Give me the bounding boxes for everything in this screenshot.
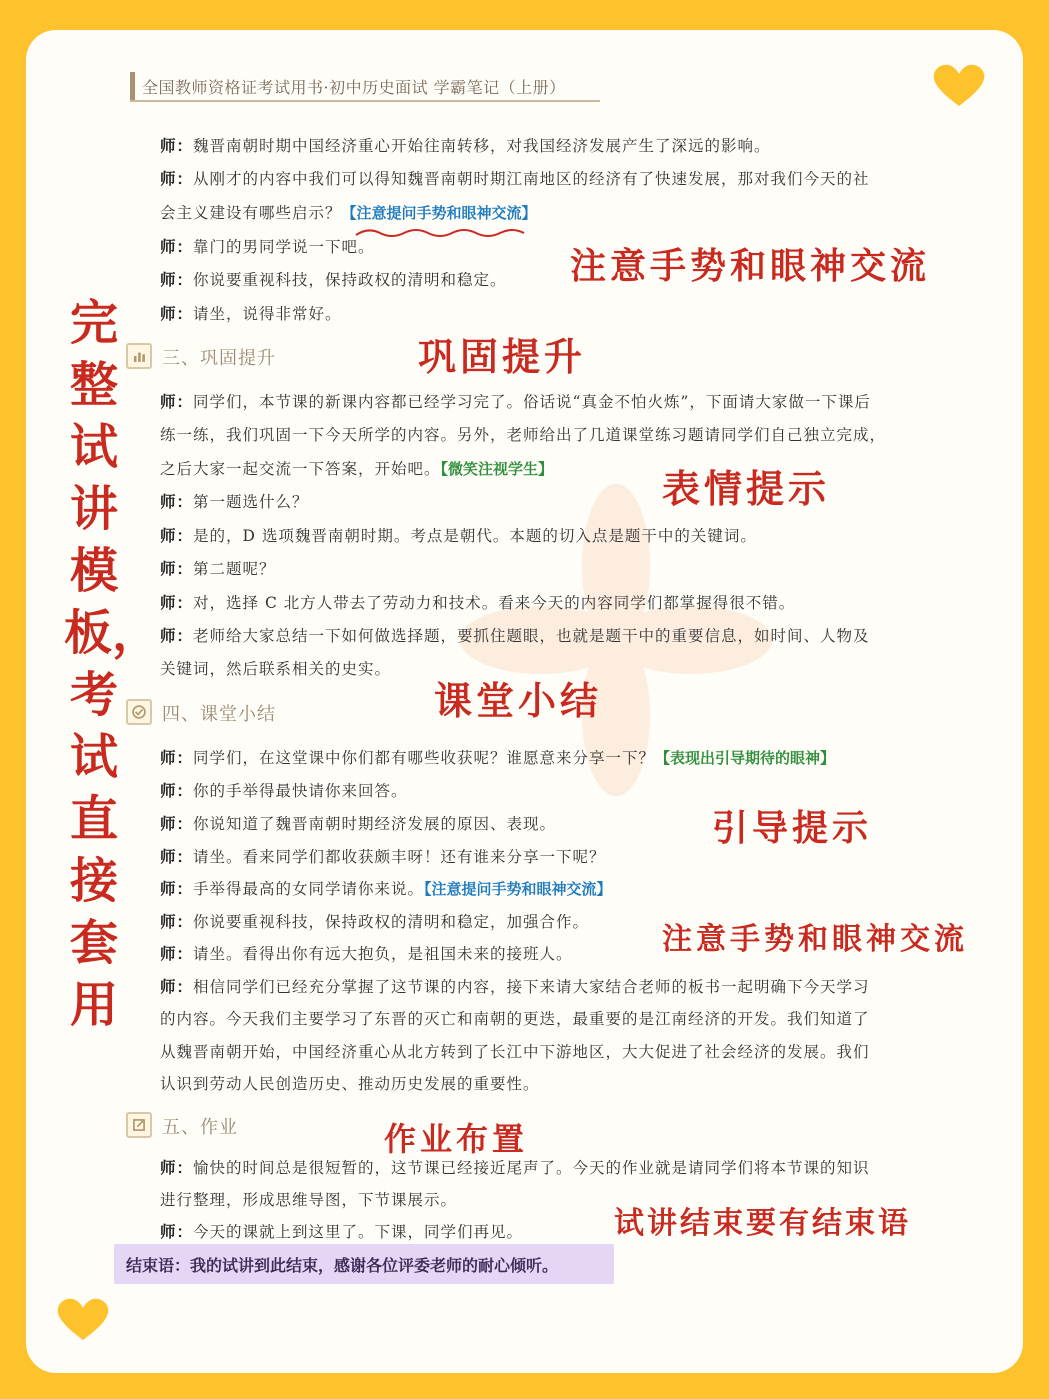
tag-gesture-2: 【注意提问手势和眼神交流】	[424, 880, 612, 898]
note-consolidate: 巩固提升	[418, 335, 587, 379]
line-1: 师：魏晋南朝时期中国经济重心开始往南转移，对我国经济发展产生了深远的影响。	[160, 136, 771, 155]
line-24: 的内容。今天我们主要学习了东晋的灭亡和南朝的更迭，最重要的是江南经济的开发。我们知道了	[160, 1010, 870, 1028]
book-header	[130, 72, 600, 100]
note-homework: 作业布置	[384, 1120, 529, 1158]
note-closing: 试讲结束要有结束语	[614, 1206, 911, 1241]
chart-icon	[126, 343, 152, 369]
heart-icon	[932, 62, 986, 108]
line-7: 师：同学们，本节课的新课内容都已经学习完了。俗话说“真金不怕火炼”，下面请大家做一下课后	[160, 392, 871, 411]
note-expression: 表情提示	[662, 467, 831, 511]
closing-banner	[114, 1244, 614, 1284]
line-5: 师：你说要重视科技，保持政权的清明和稳定。	[160, 270, 507, 289]
line-26: 认识到劳动人民创造历史、推动历史发展的重要性。	[160, 1075, 540, 1093]
line-2: 师：从刚才的内容中我们可以得知魏晋南朝时期江南地区的经济有了快速发展，那对我们今天的社	[160, 169, 870, 188]
line-6: 师：请坐，说得非常好。	[160, 304, 342, 323]
line-19: 师：请坐。看来同学们都收获颇丰呀！还有谁来分享一下呢？	[160, 847, 606, 866]
line-23: 师：相信同学们已经充分掌握了这节课的内容，接下来请大家结合老师的板书一起明确下今天学习	[160, 977, 870, 996]
red-squiggle	[354, 227, 526, 239]
section-title-3: 三、巩固提升	[162, 348, 276, 369]
line-4: 师：靠门的男同学说一下吧。	[160, 237, 375, 256]
line-8: 练一练，我们巩固一下今天所学的内容。另外，老师给出了几道课堂练习题请同学们自己独立完成，	[160, 426, 887, 444]
note-gesture-2: 注意手势和眼神交流	[662, 922, 968, 957]
line-3: 会主义建设有哪些启示？【注意提问手势和眼神交流】	[160, 204, 537, 222]
section-title-5: 五、作业	[162, 1117, 238, 1138]
line-17: 师：你的手举得最快请你来回答。	[160, 781, 408, 800]
vertical-title: 完整试讲模板，考试直接套用	[64, 295, 161, 1033]
line-18: 师：你说知道了魏晋南朝时期经济发展的原因、表现。	[160, 814, 557, 833]
line-27: 师：愉快的时间总是很短暂的，这节课已经接近尾声了。今天的作业就是请同学们将本节课的知识	[160, 1158, 870, 1177]
tag-smile: 【微笑注视学生】	[440, 460, 554, 478]
line-14: 师：老师给大家总结一下如何做选择题，要抓住题眼，也就是题干中的重要信息，如时间、人物及	[160, 626, 870, 645]
edit-icon	[126, 1112, 152, 1138]
line-28: 进行整理，形成思维导图，下节课展示。	[160, 1191, 458, 1209]
tag-expect: 【表现出引导期待的眼神】	[655, 749, 836, 767]
line-29: 师：今天的课就上到这里了。下课，同学们再见。	[160, 1222, 524, 1241]
line-16: 师：同学们，在这堂课中你们都有哪些收获呢？谁愿意来分享一下？【表现出引导期待的眼神】	[160, 748, 836, 767]
line-12: 师：第二题呢？	[160, 559, 276, 578]
note-summary: 课堂小结	[434, 679, 603, 723]
line-9: 之后大家一起交流一下答案，开始吧。【微笑注视学生】	[160, 460, 554, 478]
heart-icon	[56, 1296, 110, 1342]
check-icon	[126, 699, 152, 725]
line-21: 师：你说要重视科技，保持政权的清明和稳定，加强合作。	[160, 912, 590, 931]
note-gesture-1: 注意手势和眼神交流	[570, 246, 931, 287]
line-10: 师：第一题选什么？	[160, 492, 309, 511]
closing-text: 结束语：我的试讲到此结束，感谢各位评委老师的耐心倾听。	[126, 1256, 559, 1275]
line-15: 关键词，然后联系相关的史实。	[160, 660, 392, 678]
page-card	[26, 30, 1023, 1373]
tag-gesture: 【注意提问手势和眼神交流】	[341, 204, 537, 222]
section-title-4: 四、课堂小结	[162, 704, 276, 725]
line-13: 师：对，选择 C 北方人带去了劳动力和技术。看来今天的内容同学们都掌握得很不错。	[160, 593, 796, 612]
line-20: 师：手举得最高的女同学请你来说。【注意提问手势和眼神交流】	[160, 879, 612, 898]
line-25: 从魏晋南朝开始，中国经济重心从北方转到了长江中下游地区，大大促进了社会经济的发展。我们	[160, 1043, 870, 1061]
line-11: 师：是的，D 选项魏晋南朝时期。考点是朝代。本题的切入点是题干中的关键词。	[160, 526, 757, 545]
note-guide: 引导提示	[712, 808, 873, 849]
book-header-text: 全国教师资格证考试用书·初中历史面试 学霸笔记（上册）	[142, 78, 566, 97]
line-22: 师：请坐。看得出你有远大抱负，是祖国未来的接班人。	[160, 944, 573, 963]
